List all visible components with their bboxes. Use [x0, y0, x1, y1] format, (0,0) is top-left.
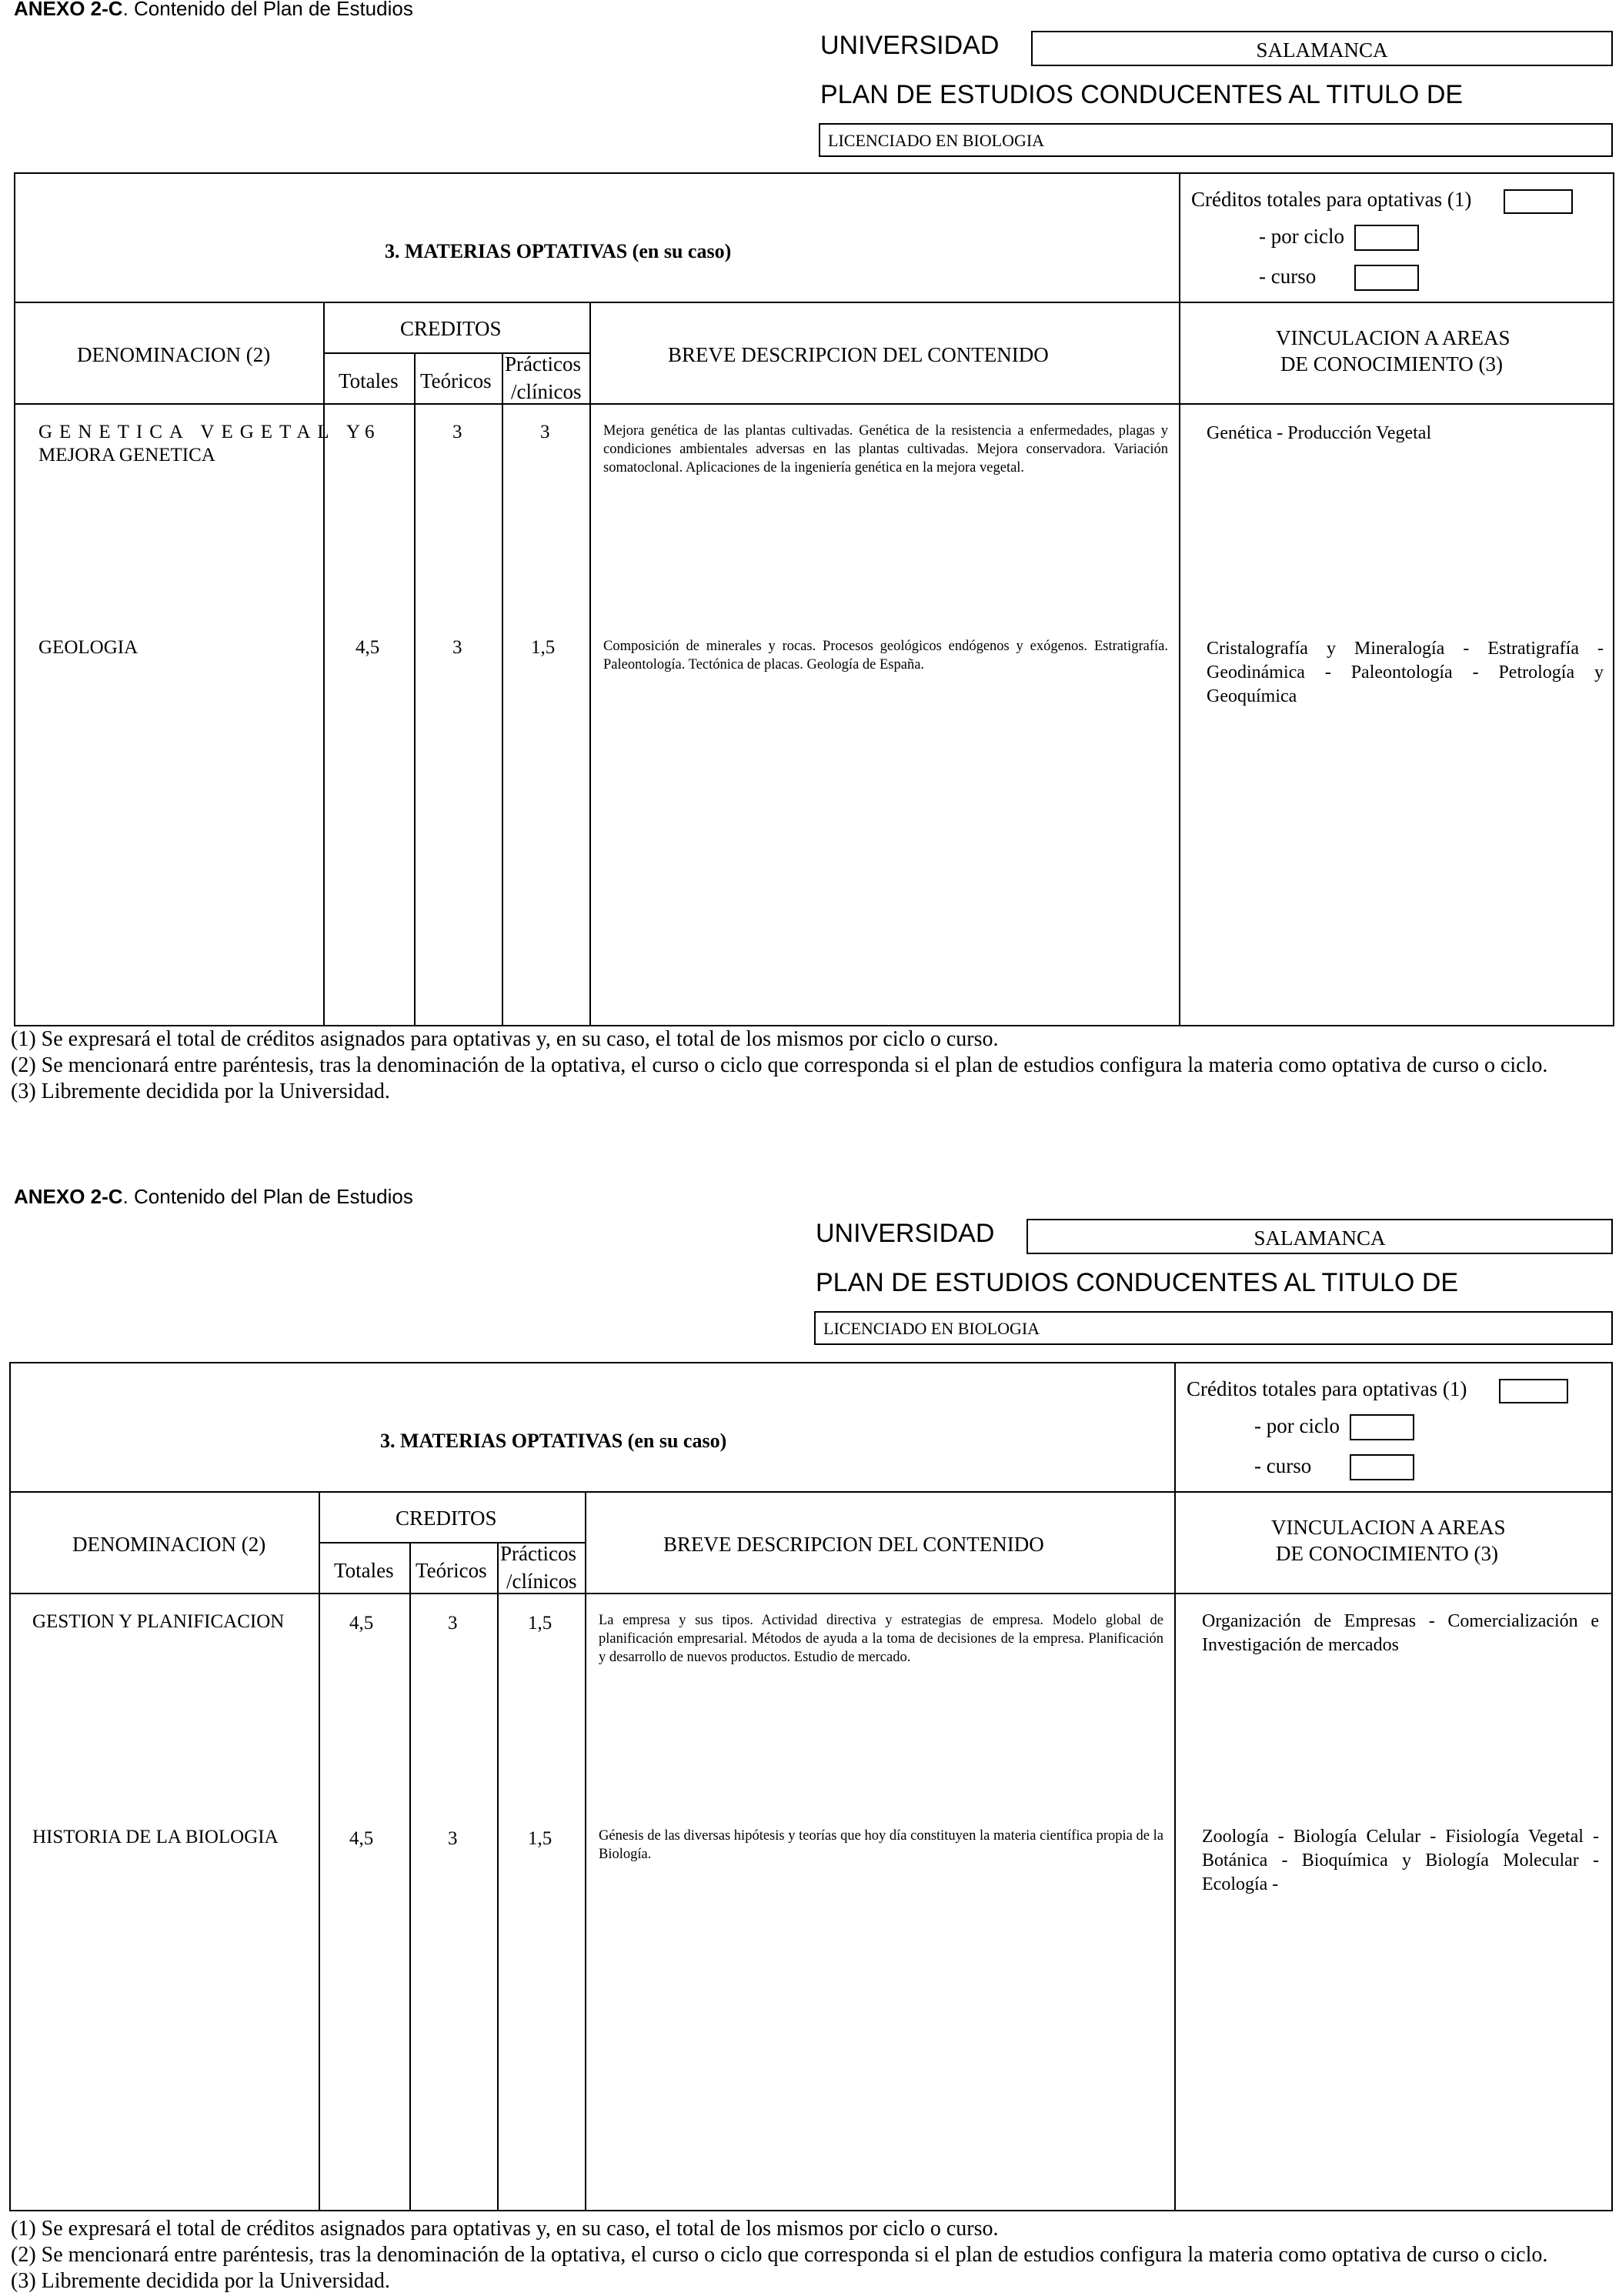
document-page-1: [0, 0, 1619, 1139]
header-practicos: Prácticos: [500, 1542, 576, 1565]
anexo-label: ANEXO 2-C: [14, 0, 123, 20]
universidad-field: SALAMANCA: [1031, 31, 1613, 66]
table-divider: [589, 302, 591, 1026]
table-divider: [1179, 172, 1180, 1026]
por-ciclo-box: [1350, 1414, 1414, 1440]
universidad-label: UNIVERSIDAD: [820, 31, 1000, 60]
row-name-line1: GESTION Y PLANIFICACION: [32, 1611, 285, 1632]
creditos-totales-box: [1499, 1379, 1568, 1403]
footnote-2: (2) Se mencionará entre paréntesis, tras la denominación de la optativa, el curso o ciclo que corresponda si el plan de estudios configura la materia como optativa de curso o ciclo.: [11, 2243, 1548, 2267]
table-divider: [9, 1491, 1613, 1493]
row-teoricos: 3: [448, 1613, 458, 1634]
header-denominacion: DENOMINACION (2): [77, 343, 271, 366]
creditos-totales-label: Créditos totales para optativas (1): [1191, 188, 1472, 211]
table-divider: [585, 1491, 586, 2211]
footnotes: [11, 2216, 1547, 2294]
header-totales: Totales: [339, 369, 399, 392]
table-divider: [323, 302, 325, 1026]
titulo-field: LICENCIADO EN BIOLOGIA: [819, 123, 1613, 157]
row-name-line1: HISTORIA DE LA BIOLOGIA: [32, 1827, 279, 1847]
row-descripcion: La empresa y sus tipos. Actividad directiva y estrategias de empresa. Modelo global de planificación empresarial. Métodos de ayuda a la toma de decisiones de la empresa. Planificación y desarrollo de nuevos productos. Estudio de mercado.: [599, 1613, 1163, 1665]
row-descripcion: Génesis de las diversas hipótesis y teorías que hoy día constituyen la materia científica propia de la Biología.: [599, 1828, 1163, 1862]
footnote-1: (1) Se expresará el total de créditos asignados para optativas y, en su caso, el total de los mismos por ciclo o curso.: [11, 1027, 999, 1051]
header-teoricos: Teóricos: [420, 369, 492, 392]
por-ciclo-box: [1354, 225, 1419, 251]
creditos-totales-label: Créditos totales para optativas (1): [1187, 1377, 1467, 1400]
header-conocimiento: DE CONOCIMIENTO (3): [1276, 1542, 1498, 1565]
por-ciclo-label: - por ciclo: [1254, 1414, 1340, 1437]
optativas-table: [14, 172, 1614, 1026]
header-descripcion: BREVE DESCRIPCION DEL CONTENIDO: [663, 1533, 1044, 1556]
table-divider: [409, 1542, 411, 2211]
header-totales: Totales: [334, 1559, 394, 1582]
anexo-heading: [14, 0, 413, 21]
footnote-1: (1) Se expresará el total de créditos asignados para optativas y, en su caso, el total de los mismos por ciclo o curso.: [11, 2217, 999, 2241]
row-areas: Genética - Producción Vegetal: [1207, 423, 1432, 443]
universidad-field: SALAMANCA: [1026, 1219, 1613, 1254]
curso-label: - curso: [1259, 265, 1317, 288]
header-vinculacion: VINCULACION A AREAS: [1271, 1516, 1506, 1539]
table-divider: [319, 1491, 320, 2211]
plan-label: PLAN DE ESTUDIOS CONDUCENTES AL TITULO DE: [816, 1268, 1459, 1297]
row-name-line1: GEOLOGIA: [38, 637, 139, 658]
row-totales: 4,5: [349, 1828, 374, 1849]
row-totales: 6: [365, 422, 375, 442]
table-divider: [9, 1593, 1613, 1594]
row-practicos: 1,5: [528, 1613, 552, 1634]
titulo-field: LICENCIADO EN BIOLOGIA: [814, 1311, 1613, 1345]
creditos-totales-box: [1504, 189, 1573, 214]
row-teoricos: 3: [452, 637, 462, 658]
anexo-subtitle: . Contenido del Plan de Estudios: [122, 1185, 413, 1208]
row-totales: 4,5: [349, 1613, 374, 1634]
row-name-line2: MEJORA GENETICA: [38, 445, 215, 466]
row-totales: 4,5: [356, 637, 380, 658]
row-name: [38, 422, 368, 443]
row-practicos: 3: [540, 422, 550, 442]
header-descripcion: BREVE DESCRIPCION DEL CONTENIDO: [668, 343, 1049, 366]
header-vinculacion: VINCULACION A AREAS: [1276, 326, 1511, 349]
section-title: 3. MATERIAS OPTATIVAS (en su caso): [380, 1430, 727, 1452]
footnote-3: (3) Libremente decidida por la Universidad.: [11, 1080, 390, 1103]
optativas-table: [9, 1362, 1613, 2211]
document-page-2: [0, 1185, 1619, 2296]
header-clinicos: /clínicos: [506, 1570, 577, 1593]
curso-label: - curso: [1254, 1454, 1312, 1477]
footnote-2: (2) Se mencionará entre paréntesis, tras la denominación de la optativa, el curso o ciclo que corresponda si el plan de estudios configura la materia como optativa de curso o ciclo.: [11, 1053, 1548, 1077]
row-practicos: 1,5: [531, 637, 556, 658]
universidad-label: UNIVERSIDAD: [816, 1219, 995, 1248]
row-descripcion: Mejora genética de las plantas cultivadas. Genética de la resistencia a enfermedades, plagas y condiciones ambientales adversas en las plantas cultivadas. Mejora conservadora. Variación somatoclonal. Aplicaciones de la ingeniería genética en la mejora vegetal.: [603, 423, 1168, 476]
header-practicos: Prácticos: [505, 352, 581, 375]
table-divider: [14, 302, 1614, 303]
table-divider: [14, 403, 1614, 405]
row-practicos: 1,5: [528, 1828, 552, 1849]
table-divider: [1174, 1362, 1176, 2211]
header-denominacion: DENOMINACION (2): [72, 1533, 266, 1556]
header-creditos: CREDITOS: [396, 1507, 497, 1530]
table-divider: [497, 1542, 499, 2211]
header-clinicos: /clínicos: [511, 380, 582, 403]
row-areas: Zoología - Biología Celular - Fisiología Vegetal - Botánica - Bioquímica y Biología Molecular - Ecología -: [1202, 1827, 1599, 1894]
row-descripcion: Composición de minerales y rocas. Procesos geológicos endógenos y exógenos. Estratigrafía. Paleontología. Tectónica de placas. Geología de España.: [603, 639, 1168, 672]
anexo-label: ANEXO 2-C: [14, 1185, 123, 1208]
row-teoricos: 3: [452, 422, 462, 442]
table-divider: [414, 352, 416, 1026]
anexo-subtitle: . Contenido del Plan de Estudios: [122, 0, 413, 20]
table-divider: [502, 352, 503, 1026]
header-teoricos: Teóricos: [416, 1559, 487, 1582]
curso-box: [1354, 265, 1419, 291]
curso-box: [1350, 1454, 1414, 1480]
row-areas: Cristalografía y Mineralogía - Estratigrafía - Geodinámica - Paleontología - Petrología y Geoquímica: [1207, 639, 1604, 706]
anexo-heading: [14, 1185, 413, 1209]
footnotes: [11, 1026, 1547, 1105]
por-ciclo-label: - por ciclo: [1259, 225, 1344, 248]
plan-label: PLAN DE ESTUDIOS CONDUCENTES AL TITULO DE: [820, 80, 1464, 109]
row-name-line1: GENETICA VEGETAL Y: [38, 422, 368, 442]
section-title: 3. MATERIAS OPTATIVAS (en su caso): [385, 240, 732, 262]
header-conocimiento: DE CONOCIMIENTO (3): [1280, 352, 1503, 375]
header-creditos: CREDITOS: [400, 317, 502, 340]
footnote-3: (3) Libremente decidida por la Universidad.: [11, 2269, 390, 2293]
row-teoricos: 3: [448, 1828, 458, 1849]
row-areas: Organización de Empresas - Comercialización e Investigación de mercados: [1202, 1611, 1599, 1655]
